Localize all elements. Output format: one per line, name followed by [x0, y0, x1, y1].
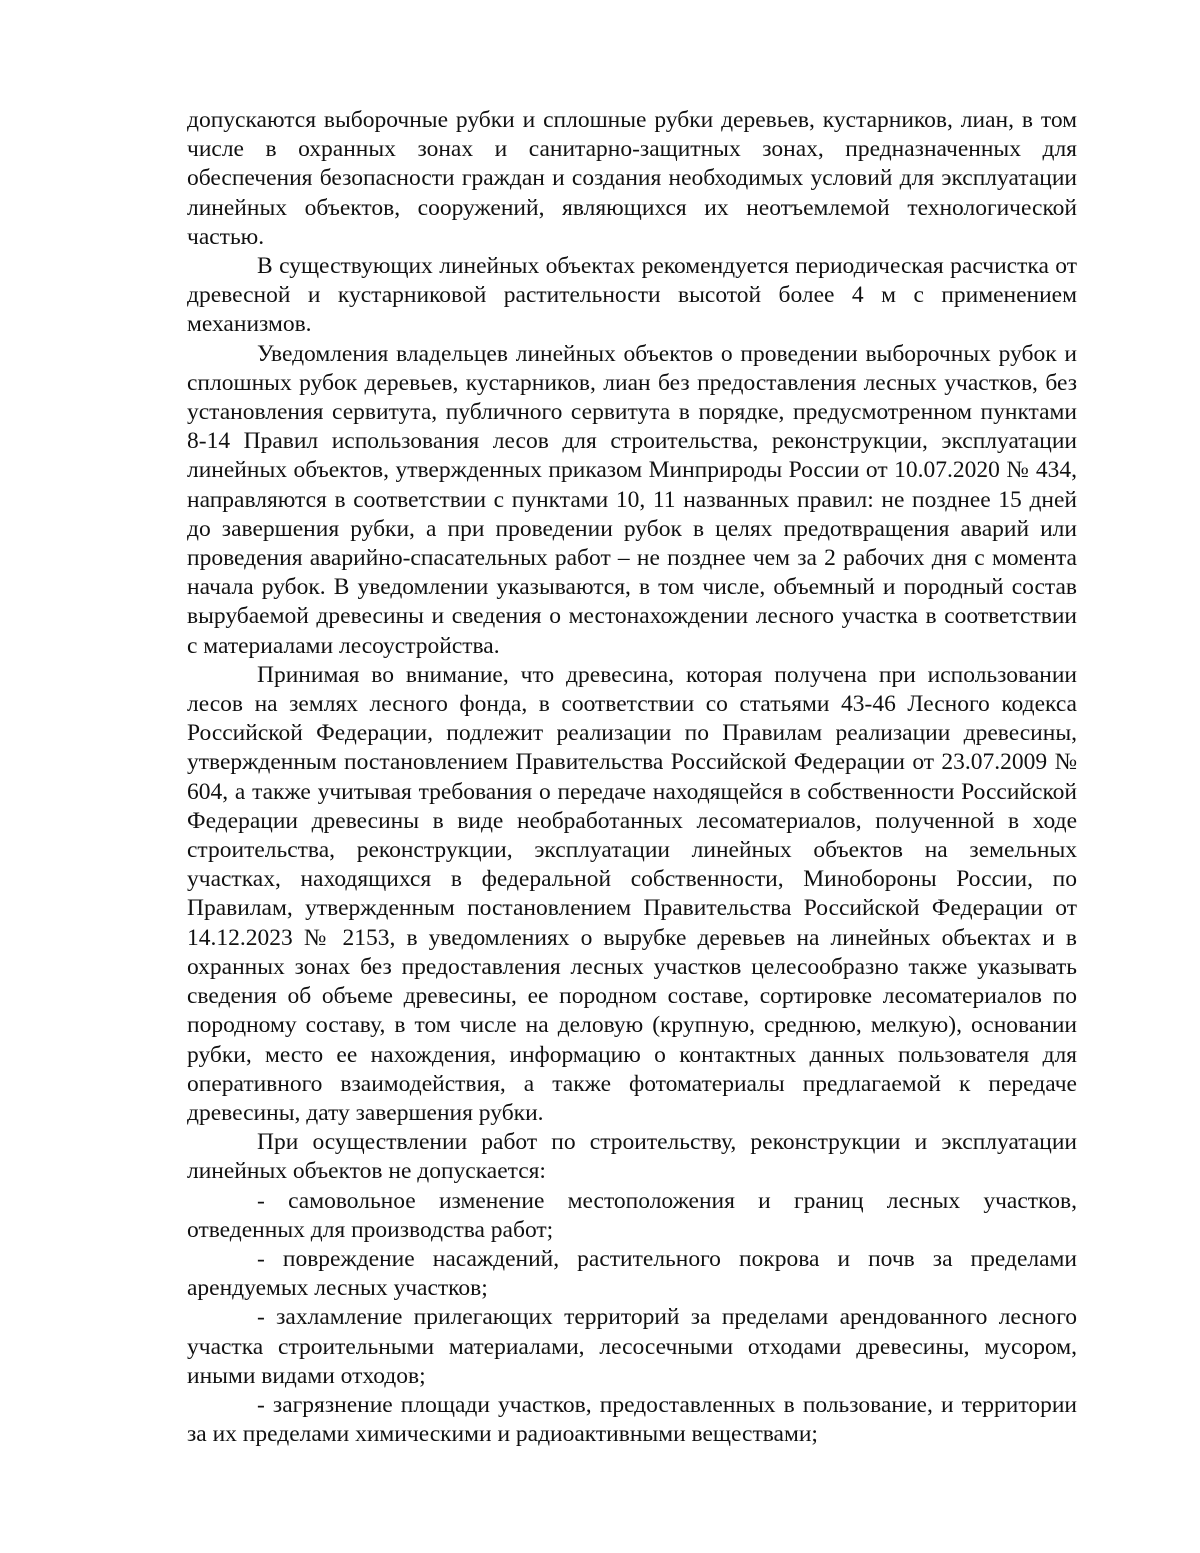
paragraph-felling-permitted: допускаются выборочные рубки и сплошные рубки деревьев, кустарников, лиан, в том числе в охранных зонах и санитарно-защитных зонах, предназначенных для обеспечения безопасности граждан и создания необходимых условий для эксплуатации линейных объектов, сооружений, являющихся их неотъемлемой технологической частью.: [187, 107, 1077, 250]
paragraph-clearing-recommendation: В существующих линейных объектах рекомендуется периодическая расчистка от древесной и кустарниковой растительности высотой более 4 м с применением механизмов.: [187, 253, 1077, 338]
list-item-prohibition-pollution: - загрязнение площади участков, предоставленных в пользование, и территории за их пределами химическими и радиоактивными веществами;: [187, 1391, 1077, 1448]
list-item-prohibition-damage: - повреждение насаждений, растительного покрова и почв за пределами арендуемых лесных участков;: [187, 1245, 1077, 1302]
paragraph-prohibitions-intro: При осуществлении работ по строительству, реконструкции и эксплуатации линейных объектов не допускается:: [187, 1129, 1077, 1185]
document-body: [187, 106, 1077, 1449]
list-item-prohibition-littering: - захламление прилегающих территорий за пределами арендованного лесного участка строительными материалами, лесосечными отходами древесины, мусором, иными видами отходов;: [187, 1304, 1077, 1389]
paragraph-owner-notifications: Уведомления владельцев линейных объектов о проведении выборочных рубок и сплошных рубок деревьев, кустарников, лиан без предоставления лесных участков, без установления сервитута, публичного сервитута в порядке, предусмотренном пунктами 8-14 Правил использования лесов для строительства, реконструкции, эксплуатации линейных объектов, утвержденных приказом Минприроды России от 10.07.2020 № 434, направляются в соответствии с пунктами 10, 11 названных правил: не позднее 15 дней до завершения рубки, а при проведении рубок в целях предотвращения аварий или проведения аварийно-спасательных работ – не позднее чем за 2 рабочих дня с момента начала рубок. В уведомлении указываются, в том числе, объемный и породный состав вырубаемой древесины и сведения о местонахождении лесного участка в соответствии с материалами лесоустройства.: [187, 340, 1077, 659]
list-item-prohibition-boundaries: - самовольное изменение местоположения и границ лесных участков, отведенных для производства работ;: [187, 1187, 1077, 1243]
paragraph-timber-realization: Принимая во внимание, что древесина, которая получена при использовании лесов на землях лесного фонда, в соответствии со статьями 43-46 Лесного кодекса Российской Федерации, подлежит реализации по Правилам реализации древесины, утвержденным постановлением Правительства Российской Федерации от 23.07.2009 № 604, а также учитывая требования о передаче находящейся в собственности Российской Федерации древесины в виде необработанных лесоматериалов, полученной в ходе строительства, реконструкции, эксплуатации линейных объектов на земельных участках, находящихся в федеральной собственности, Минобороны России, по Правилам, утвержденным постановлением Правительства Российской Федерации от 14.12.2023 № 2153, в уведомлениях о вырубке деревьев на линейных объектах и в охранных зонах без предоставления лесных участков целесообразно также указывать сведения об объеме древесины, ее породном составе, сортировке лесоматериалов по породному составу, в том числе на деловую (крупную, среднюю, мелкую), основании рубки, место ее нахождения, информацию о контактных данных пользователя для оперативного взаимодействия, а также фотоматериалы предлагаемой к передаче древесины, дату завершения рубки.: [187, 661, 1077, 1126]
